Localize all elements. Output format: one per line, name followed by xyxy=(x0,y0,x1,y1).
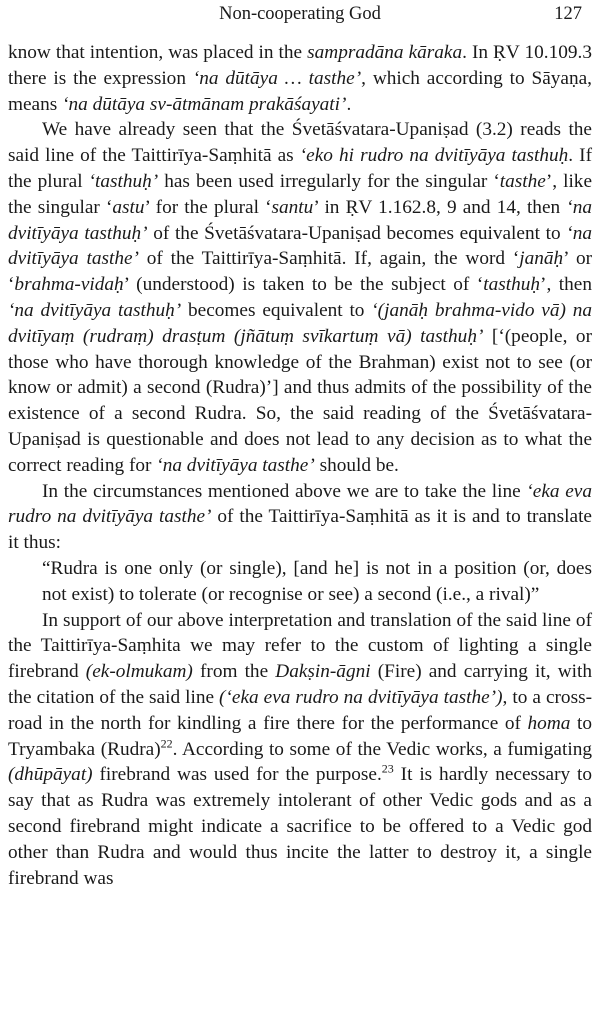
text-run: . According to some of the Vedic works, a fumigating xyxy=(172,738,592,760)
text-run: , to a cross-road in the north for kindling a fire there for the performance of xyxy=(8,686,592,734)
italic-text: (ek-olmukam) xyxy=(85,661,193,683)
text-run: . In ṚV 10.109.3 there is the expression xyxy=(8,42,592,89)
italic-text: ‘(janāḥ brahma-vido vā) na dvitīyaṃ (rudraṃ) drasṭum (jñātuṃ svīkartuṃ vā) tasthuḥ’ xyxy=(8,299,592,347)
footnote-ref: 23 xyxy=(381,761,394,776)
text-run: of the Taittirīya-Saṃhitā. If, again, the word ‘ xyxy=(138,248,520,270)
text-run: ’ (understood) is taken to be the subject of ‘ xyxy=(123,274,484,296)
text-run: from the xyxy=(192,661,276,683)
text-run: firebrand was used for the purpose. xyxy=(92,764,382,786)
italic-text: ‘na dvitīyāya tasthuḥ’ xyxy=(8,299,182,321)
running-head xyxy=(8,0,592,40)
text-run: [‘(people, or those who have thorough knowledge of the Brahman) exist not to see (or know or admit) a second (Rudra)’] and thus admits of the possibility of the existence of a second Rudra. So, the said reading of the Śvetāśvatara-Upaniṣad is questionable and does not lead to any decision as to what the correct reading for xyxy=(8,325,592,476)
italic-text: ‘tasthuḥ’ xyxy=(88,170,159,192)
paragraph xyxy=(8,479,592,556)
text-run: becomes equivalent to xyxy=(181,299,372,321)
italic-text: ‘na dvitīyāya tasthe’ xyxy=(8,222,592,270)
italic-text: astu xyxy=(112,196,145,218)
text-run: has been used irregularly for the singular ‘ xyxy=(158,170,500,192)
text-run: (Fire) and carrying it, with the citation of the said line xyxy=(8,661,592,708)
text-run: of the Śvetāśvatara-Upaniṣad becomes equivalent to xyxy=(147,222,567,244)
text-run: ’ or ‘ xyxy=(8,248,593,296)
text-run: , which according to Sāyaṇa, means xyxy=(8,67,592,115)
text-run: know that intention, was placed in the xyxy=(8,42,308,63)
page-number: 127 xyxy=(554,4,582,24)
italic-text: brahma-vidaḥ xyxy=(14,274,124,296)
paragraph xyxy=(8,40,592,117)
text-run: We have already seen that the Śvetāśvatara-Upaniṣad (3.2) reads the said line of the Taittirīya-Saṃhitā as xyxy=(8,119,592,167)
italic-text: ‘na dvitīyāya tasthuḥ’ xyxy=(8,196,592,244)
text-run: ’ for the plural ‘ xyxy=(144,196,272,218)
paragraph xyxy=(8,608,592,892)
text-run: It is hardly necessary to say that as Rudra was extremely intolerant of other Vedic gods and as a second firebrand might indicate a sacrifice to be offered to a Vedic god other than Rudra and would thus incite the latter to destroy it, a single firebrand was xyxy=(8,764,593,889)
italic-text: ‘na dvitīyāya tasthe’ xyxy=(156,454,315,476)
body-text xyxy=(8,40,592,891)
text-run: In support of our above interpretation and translation of the said line of the Taittirīya-Saṃhita we may refer to the custom of lighting a single firebrand xyxy=(8,609,592,683)
italic-text: janāḥ xyxy=(519,248,564,270)
paragraph xyxy=(8,117,592,478)
italic-text: tasthe xyxy=(499,170,546,192)
text-run: ’ in ṚV 1.162.8, 9 and 14, then xyxy=(313,196,567,218)
italic-text: ‘na dūtāya sv-ātmānam prakāśayati’ xyxy=(62,93,347,115)
text-run: to Tryambaka (Rudra) xyxy=(8,712,592,760)
italic-text: (‘eka eva rudro na dvitīyāya tasthe’) xyxy=(219,686,503,708)
italic-text: (dhūpāyat) xyxy=(8,764,93,786)
italic-text: ‘eka eva rudro na dvitīyāya tasthe’ xyxy=(8,480,592,528)
italic-text: homa xyxy=(527,712,571,734)
italic-text: tasthuḥ xyxy=(483,274,541,296)
text-run: ’, then xyxy=(540,274,592,296)
running-title: Non-cooperating God xyxy=(219,4,381,24)
text-run: . If the plural xyxy=(8,145,593,192)
text-run: ’, like the singular ‘ xyxy=(8,170,593,218)
text-run: In the circumstances mentioned above we are to take the line xyxy=(42,480,527,502)
italic-text: Dakṣin-āgni xyxy=(275,661,371,683)
text-run: . xyxy=(346,93,352,115)
italic-text: ‘eko hi rudro na dvitīyāya tasthuḥ xyxy=(299,145,569,167)
italic-text: sampradāna kāraka xyxy=(307,42,463,63)
footnote-ref: 22 xyxy=(160,736,173,751)
text-run: of the Taittirīya-Saṃhitā as it is and to translate it thus: xyxy=(8,506,592,554)
block-quote xyxy=(8,556,592,608)
text-run: should be. xyxy=(314,454,399,476)
text-run: “Rudra is one only (or single), [and he] is not in a position (or, does not exist) to tolerate (or recognise or see) a second (i.e., a rival)” xyxy=(42,557,592,605)
italic-text: ‘na dūtāya … tasthe’ xyxy=(192,67,362,89)
italic-text: santu xyxy=(271,196,314,218)
